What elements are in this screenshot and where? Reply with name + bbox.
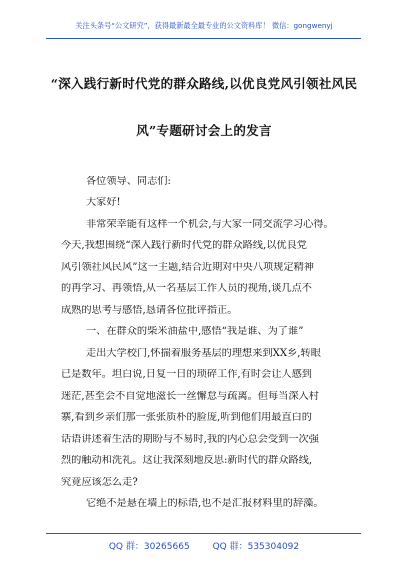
body-line: 今天,我想围绕“深入践行新时代党的群众路线,以优良党 xyxy=(61,240,307,251)
document-title-line-2: 风”专题研讨会上的发言 xyxy=(136,123,272,138)
body-line: 一、在群众的柴米油盐中,感悟“我是谁、为了谁” xyxy=(86,326,304,337)
body-line: 的再学习、再领悟,从一名基层工作人员的视角,谈几点不 xyxy=(61,283,312,294)
footer-qq-group-2: QQ 群：535304092 xyxy=(212,542,300,552)
header-rule xyxy=(46,38,361,39)
body-line: 风引领社风民风”这一主题,结合近期对中央八项规定精神 xyxy=(61,262,314,273)
footer-rule xyxy=(46,533,361,534)
body-line: 走出大学校门,怀揣着服务基层的理想来到XX乡,转眼 xyxy=(86,348,321,359)
body-line: 究竟应该怎么走? xyxy=(61,477,138,488)
body-line: 烈的触动和洗礼。这让我深刻地反思:新时代的群众路线, xyxy=(61,455,313,466)
body-line: 大家好! xyxy=(86,197,121,208)
body-line: 成熟的思考与感悟,恳请各位批评指正。 xyxy=(61,305,238,316)
document-title-line-1: “深入践行新时代党的群众路线,以优良党风引领社风民 xyxy=(50,76,358,91)
body-line: 迷茫,甚至会不自觉地滋长一丝懈怠与疏离。但每当深入村 xyxy=(61,391,319,402)
body-line: 非常荣幸能有这样一个机会,与大家一同交流学习心得。 xyxy=(86,219,334,230)
body-line: 寨,看到乡亲们那一张张质朴的脸庞,听到他们用最直白的 xyxy=(61,412,312,423)
footer xyxy=(0,539,408,552)
body-line: 它绝不是悬在墙上的标语,也不是汇报材料里的辞藻。 xyxy=(86,498,324,509)
body-line: 已是数年。坦白说,日复一日的琐碎工作,有时会让人感到 xyxy=(61,369,312,380)
header-banner: 关注头条号“公文研究”，获得最新最全最专业的公文资料库！ 微信：gongwenyj xyxy=(75,21,333,30)
body-line: 话语讲述着生活的期盼与不易时,我的内心总会受到一次强 xyxy=(61,434,319,445)
body-line: 各位领导、同志们: xyxy=(86,176,171,187)
footer-qq-group-1: QQ 群：30265665 xyxy=(108,542,190,552)
